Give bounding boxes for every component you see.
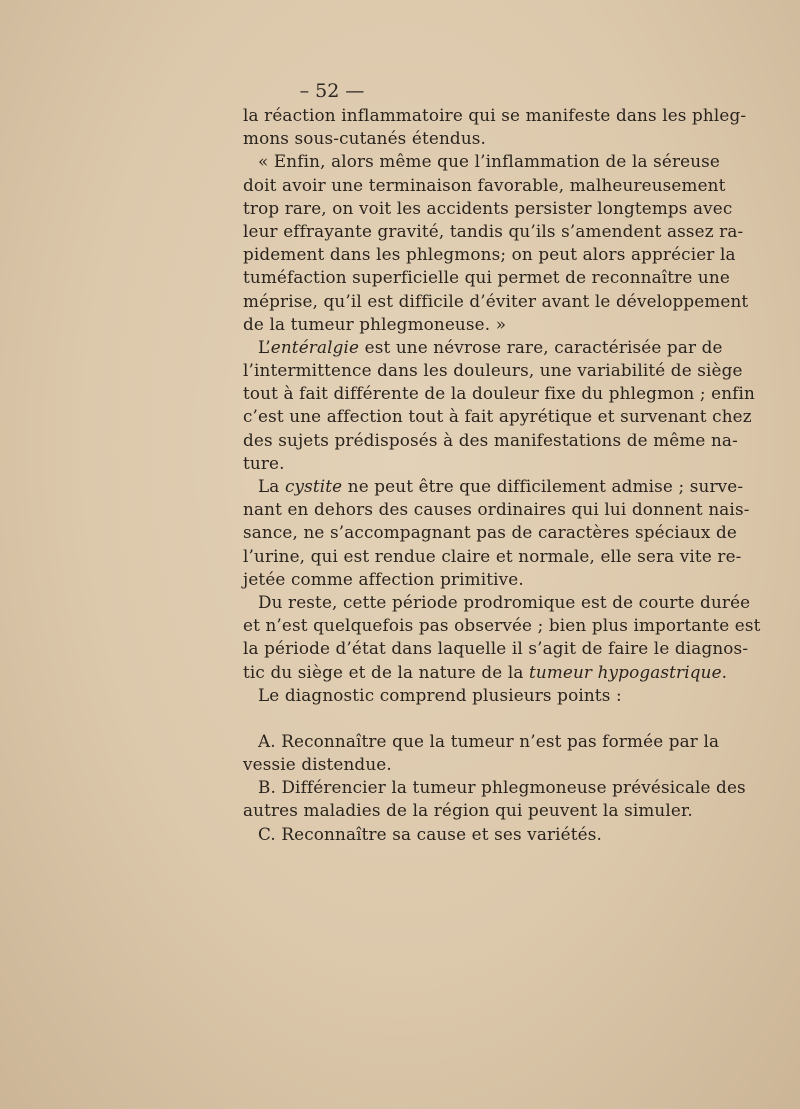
text-line <box>243 684 699 707</box>
text-run: tout à fait différente de la douleur fixe du phlegmon ; enfin <box>243 383 755 404</box>
text-run: tuméfaction superficielle qui permet de reconnaître une <box>243 267 730 288</box>
italic-term: tumeur hypogastrique <box>528 661 722 682</box>
text-line <box>243 475 744 498</box>
text-line <box>243 405 752 428</box>
paragraph-gap <box>243 707 699 730</box>
text-run: de la tumeur phlegmoneuse. » <box>243 313 507 334</box>
text-run: jetée comme affection primitive. <box>243 568 524 589</box>
text-run: « Enfin, alors même que l’inflammation de la séreuse <box>258 151 720 172</box>
text-line <box>243 382 755 405</box>
text-run: est une névrose rare, caractérisée par de <box>359 336 723 357</box>
text-run: la période d’état dans laquelle il s’agit de faire le diagnos- <box>243 638 749 659</box>
italic-term: cystite <box>284 476 343 496</box>
text-run: Le diagnostic comprend plusieurs points : <box>258 684 622 705</box>
text-run: la réaction inflammatoire qui se manifeste dans les phleg- <box>243 105 747 125</box>
text-run: nant en dehors des causes ordinaires qui lui donnent nais- <box>243 499 750 520</box>
text-line <box>243 730 720 753</box>
text-line <box>243 313 699 336</box>
text-line <box>243 661 728 684</box>
text-run: l’urine, qui est rendue claire et normale, elle sera vite re- <box>243 545 742 566</box>
text-line <box>243 614 761 637</box>
text-run: La <box>258 476 285 496</box>
text-line <box>243 336 723 359</box>
text-run: des sujets prédisposés à des manifestations de même na- <box>243 429 738 450</box>
text-run: ne peut être que difficilement admise ; surve- <box>342 476 744 496</box>
text-run: C. Reconnaître sa cause et ses variétés. <box>258 823 602 844</box>
text-line <box>243 290 749 313</box>
text-line <box>243 220 744 243</box>
text-run: l’intermittence dans les douleurs, une variabilité de siège <box>243 360 743 381</box>
text-line <box>243 150 720 173</box>
text-run: leur effrayante gravité, tandis qu’ils s’amendent assez ra- <box>243 220 744 241</box>
body-text <box>243 104 761 846</box>
text-run: tic du siège et de la nature de la <box>243 661 529 682</box>
italic-term: entéralgie <box>270 336 360 357</box>
text-run: pidement dans les phlegmons; on peut alors apprécier la <box>243 244 736 265</box>
text-run: mons sous-cutanés étendus. <box>243 128 487 149</box>
text-line <box>243 359 743 382</box>
text-line <box>243 197 733 220</box>
text-run: sance, ne s’accompagnant pas de caractères spéciaux de <box>243 522 737 543</box>
text-run: trop rare, on voit les accidents persister longtemps avec <box>243 197 733 218</box>
text-line <box>243 637 749 660</box>
text-line <box>243 174 726 197</box>
text-line <box>243 266 730 289</box>
text-line <box>243 545 742 568</box>
text-run: ture. <box>243 452 285 473</box>
page-number: – 52 — <box>299 80 365 102</box>
text-line <box>243 104 747 127</box>
text-line <box>243 521 737 544</box>
text-line <box>243 753 699 776</box>
text-run: vessie distendue. <box>243 754 392 775</box>
text-line <box>243 591 751 614</box>
text-run: c’est une affection tout à fait apyrétique et survenant chez <box>243 406 752 427</box>
text-run: A. Reconnaître que la tumeur n’est pas formée par la <box>258 730 720 751</box>
text-run: L’ <box>258 336 271 357</box>
text-run: Du reste, cette période prodromique est de courte durée <box>258 591 751 612</box>
text-run: méprise, qu’il est difficile d’éviter avant le développement <box>243 290 749 311</box>
text-line <box>243 127 699 150</box>
text-run: B. Différencier la tumeur phlegmoneuse prévésicale des <box>258 777 746 798</box>
text-line <box>243 452 699 475</box>
text-run: . <box>721 661 728 682</box>
text-line <box>243 823 699 846</box>
text-line <box>243 568 699 591</box>
text-line <box>243 776 746 799</box>
text-line <box>243 498 750 521</box>
text-run: doit avoir une terminaison favorable, malheureusement <box>243 174 726 195</box>
text-line <box>243 243 736 266</box>
text-run: et n’est quelquefois pas observée ; bien plus importante est <box>243 615 761 636</box>
text-line <box>243 799 699 822</box>
text-run: autres maladies de la région qui peuvent la simuler. <box>243 800 693 821</box>
text-line <box>243 429 738 452</box>
